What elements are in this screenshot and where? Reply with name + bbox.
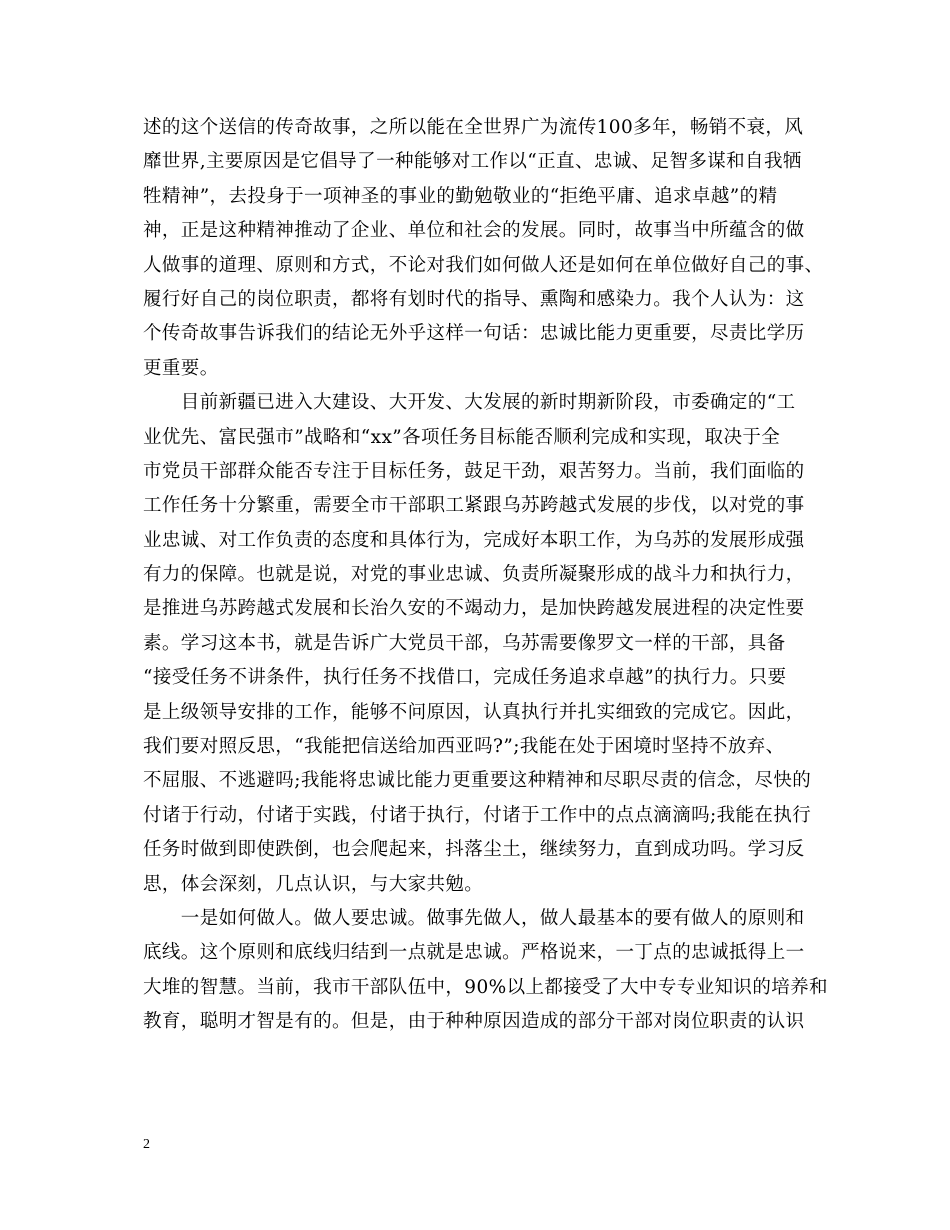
text-line: “接受任务不讲条件，执行任务不找借口，完成任务追求卓越”的执行力。只要 [143, 667, 787, 689]
text-line: 付诸于行动，付诸于实践，付诸于执行，付诸于工作中的点点滴滴吗;我能在执行 [143, 804, 812, 826]
text-line: 思，体会深刻，几点认识，与大家共勉。 [143, 873, 484, 895]
text-line: 市党员干部群众能否专注于目标任务，鼓足干劲，艰苦努力。当前，我们面临的 [143, 460, 805, 482]
text-line: 牲精神”，去投身于一项神圣的事业的勤勉敬业的“拒绝平庸、追求卓越”的精 [143, 185, 778, 207]
text-line: 工作任务十分繁重，需要全市干部职工紧跟乌苏跨越式发展的步伐，以对党的事 [143, 495, 805, 517]
text-line: 不屈服、不逃避吗;我能将忠诚比能力更重要这种精神和尽职尽责的信念，尽快的 [143, 770, 812, 792]
text-line: 神，正是这种精神推动了企业、单位和社会的发展。同时，故事当中所蕴含的做 [143, 220, 805, 242]
text-line: 人做事的道理、原则和方式，不论对我们如何做人还是如何在单位做好自己的事、 [143, 254, 824, 276]
text-line: 业忠诚、对工作负责的态度和具体行为，完成好本职工作，为乌苏的发展形成强 [143, 529, 805, 551]
text-line: 履行好自己的岗位职责，都将有划时代的指导、熏陶和感染力。我个人认为：这 [143, 288, 805, 310]
text-line: 一是如何做人。做人要忠诚。做事先做人，做人最基本的要有做人的原则和 [143, 907, 805, 929]
page-number: 2 [143, 1137, 150, 1152]
text-line: 目前新疆已进入大建设、大开发、大发展的新时期新阶段，市委确定的“工 [143, 392, 796, 414]
text-line: 素。学习这本书，就是告诉广大党员干部，乌苏需要像罗文一样的干部，具备 [143, 632, 786, 654]
text-line: 底线。这个原则和底线归结到一点就是忠诚。严格说来，一丁点的忠诚抵得上一 [143, 942, 805, 964]
text-line: 更重要。 [143, 357, 219, 379]
text-line: 述的这个送信的传奇故事，之所以能在全世界广为流传100多年，畅销不衰，风 [143, 117, 804, 138]
text-line: 教育，聪明才智是有的。但是，由于种种原因造成的部分干部对岗位职责的认识 [143, 1011, 805, 1033]
text-line: 我们要对照反思，“我能把信送给加西亚吗?”;我能在处于困境时坚持不放弃、 [143, 736, 785, 758]
text-line: 有力的保障。也就是说，对党的事业忠诚、负责所凝聚形成的战斗力和执行力， [143, 564, 805, 586]
text-line: 大堆的智慧。当前，我市干部队伍中，90%以上都接受了大中专专业知识的培养和 [143, 976, 828, 998]
text-line: 是上级领导安排的工作，能够不问原因，认真执行并扎实细致的完成它。因此， [143, 701, 805, 723]
text-line: 任务时做到即使跌倒，也会爬起来，抖落尘土，继续努力，直到成功吗。学习反 [143, 839, 805, 861]
text-line: 个传奇故事告诉我们的结论无外乎这样一句话：忠诚比能力更重要，尽责比学历 [143, 323, 805, 345]
text-line: 靡世界,主要原因是它倡导了一种能够对工作以“正直、忠诚、足智多谋和自我牺 [143, 151, 802, 173]
text-line: 业优先、富民强市”战略和“xx”各项任务目标能否顺利完成和实现，取决于全 [143, 426, 781, 448]
text-line: 是推进乌苏跨越式发展和长治久安的不竭动力，是加快跨越发展进程的决定性要 [143, 598, 805, 620]
document-body [143, 111, 828, 1040]
